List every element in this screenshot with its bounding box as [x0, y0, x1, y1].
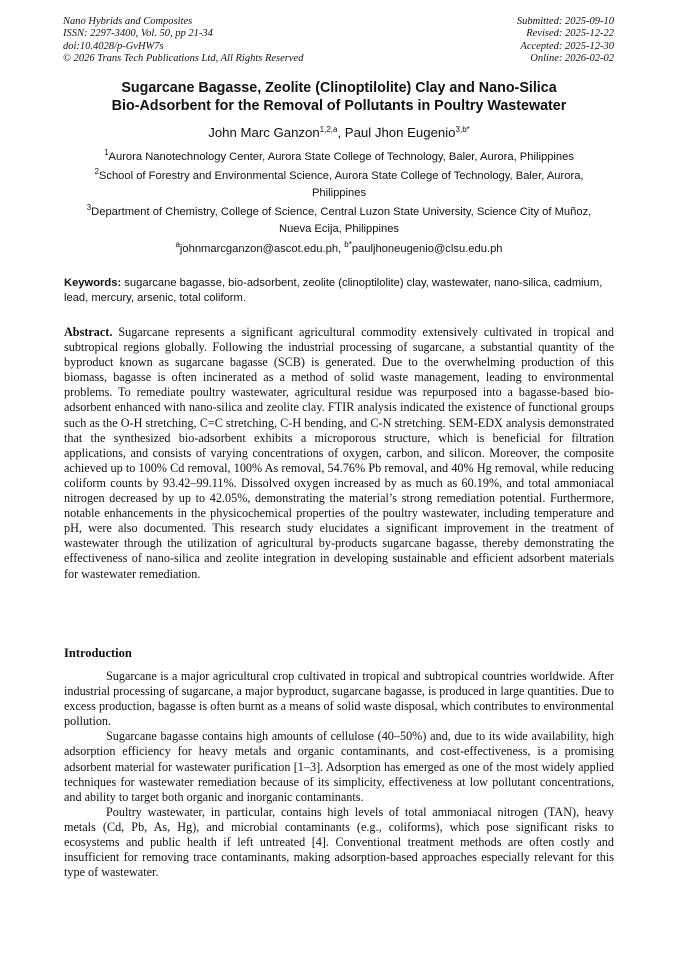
copyright: © 2026 Trans Tech Publications Ltd, All Rights Reserved — [63, 53, 304, 65]
abstract-label: Abstract. — [64, 325, 113, 339]
email-address: johnmarcganzon@ascot.edu.ph — [179, 243, 339, 255]
journal-info — [63, 16, 303, 66]
author-emails — [40, 241, 638, 258]
abstract-text: Sugarcane represents a significant agricultural commodity extensively cultivated in tropical and subtropical regions globally. Following the industrial processing of sugarcane, a substantial quantity of the byproduct known as sugarcane bagasse (SCB) is generated. Due to the overwhelming production of this biomass, bagasse is often incinerated as a method of solid waste management, leading to environmental problems. To remediate poultry wastewater, agricultural residue was repurposed into a bagasse-based bio-adsorbent enhanced with nano-silica and zeolite clay. FTIR analysis indicated the existence of functional groups such as the O-H stretching, C=C stretching, C-H bending, and C-N stretching. SEM-EDX analysis demonstrated that the synthesized bio-adsorbent exhibits a microporous structure, which is beneficial for filtration applications, and consists of varying concentrations of oxygen, carbon, and silicon. Moreover, the composite achieved up to 100% Cd removal, 100% As removal, 54.76% Pb removal, and 40% Hg removal, while reducing coliform counts by 93.42–99.11%. Dissolved oxygen increased by as much as 60.19%, and total ammoniacal nitrogen decreased by up to 42.05%, demonstrating the material’s strong remediation potential. Furthermore, notable enhancements in the physicochemical properties of the poultry wastewater, including temperature and pH, were also documented. This research study elucidates a significant improvement in the treatment of wastewater through the utilization of agricultural by-products sugarcane bagasse, thereby demonstrating the effectiveness of nano-silica and zeolite integration in developing sustainable and efficient adsorbent materials for wastewater remediation. — [64, 325, 614, 581]
email-marker: a — [175, 240, 180, 249]
paragraph: Sugarcane is a major agricultural crop cultivated in tropical and subtropical countries worldwide. After industrial processing of sugarcane, a major byproduct, sugarcane bagasse, is produced in large quantities. Due to excess production, bagasse is often burnt as a means of solid waste disposal, which contributes to environmental pollution. — [64, 669, 614, 729]
accepted-date: Accepted: 2025-12-30 — [520, 40, 614, 52]
affiliation-text: School of Forestry and Environmental Science, Aurora State College of Technology, Baler, Aurora, Philippines — [98, 170, 584, 199]
doi: doi:10.4028/p-GvHW7s — [63, 40, 164, 52]
introduction-body — [64, 669, 614, 880]
email-address: pauljhoneugenio@clsu.edu.ph — [351, 243, 503, 255]
online-date: Online: 2026-02-02 — [530, 53, 614, 65]
affiliation-text: Department of Chemistry, College of Science, Central Luzon State University, Science City of Muñoz, Nueva Ecija, Philippines — [91, 206, 592, 235]
section-heading: Introduction — [64, 646, 132, 660]
title-line-2: Bio-Adsorbent for the Removal of Pollutants in Poultry Wastewater — [111, 98, 567, 114]
author-list — [40, 125, 638, 141]
email-separator: , — [338, 243, 345, 255]
author-superscript: 1,2,a — [319, 125, 338, 134]
journal-name: Nano Hybrids and Composites — [63, 16, 193, 27]
author-name: John Marc Ganzon — [208, 125, 320, 140]
keywords-text: sugarcane bagasse, bio-adsorbent, zeolite (clinoptilolite) clay, wastewater, nano-silica, cadmium, lead, mercury, arsenic, total coliform. — [64, 277, 603, 304]
affiliation — [70, 204, 608, 238]
author-name: Paul Jhon Eugenio — [344, 125, 456, 140]
abstract — [64, 325, 614, 582]
affiliation-text: Aurora Nanotechnology Center, Aurora State College of Technology, Baler, Aurora, Philippines — [108, 151, 574, 163]
keywords-label: Keywords: — [64, 277, 122, 289]
affiliation-number: 2 — [94, 167, 99, 176]
author-superscript: 3,b* — [455, 125, 470, 134]
paper-title — [40, 79, 638, 115]
email-marker: b* — [344, 240, 352, 249]
affiliation — [70, 149, 608, 166]
revised-date: Revised: 2025-12-22 — [526, 28, 614, 40]
author-separator: , — [337, 125, 345, 140]
paragraph: Poultry wastewater, in particular, contains high levels of total ammoniacal nitrogen (TAN), heavy metals (Cd, Pb, As, Hg), and microbial contaminants (e.g., coliforms), which pose significant risks to ecosystems and public health if left untreated [4]. Conventional treatment methods are often costly and insufficient for removing trace contaminants, making adsorption-based approaches especially relevant for this type of wastewater. — [64, 804, 614, 880]
paragraph: Sugarcane bagasse contains high amounts of cellulose (40–50%) and, due to its wide availability, high adsorption efficiency for heavy metals and organic contaminants, and cost-effectiveness, is a promising adsorbent material for wastewater purification [1–3]. Adsorption has emerged as one of the most widely applied techniques for wastewater remediation because of its simplicity, effectiveness at low pollutant concentrations, and ability to target both organic and inorganic contaminants. — [64, 729, 614, 804]
affiliation — [70, 168, 608, 202]
affiliation-number: 3 — [86, 203, 92, 212]
submitted-date: Submitted: 2025-09-10 — [516, 16, 614, 27]
keywords — [64, 276, 614, 306]
issn-line: ISSN: 2297-3400, Vol. 50, pp 21-34 — [63, 28, 213, 40]
publication-dates — [517, 16, 614, 66]
affiliation-number: 1 — [104, 148, 109, 157]
title-line-1: Sugarcane Bagasse, Zeolite (Clinoptilolite) Clay and Nano-Silica — [121, 80, 557, 96]
